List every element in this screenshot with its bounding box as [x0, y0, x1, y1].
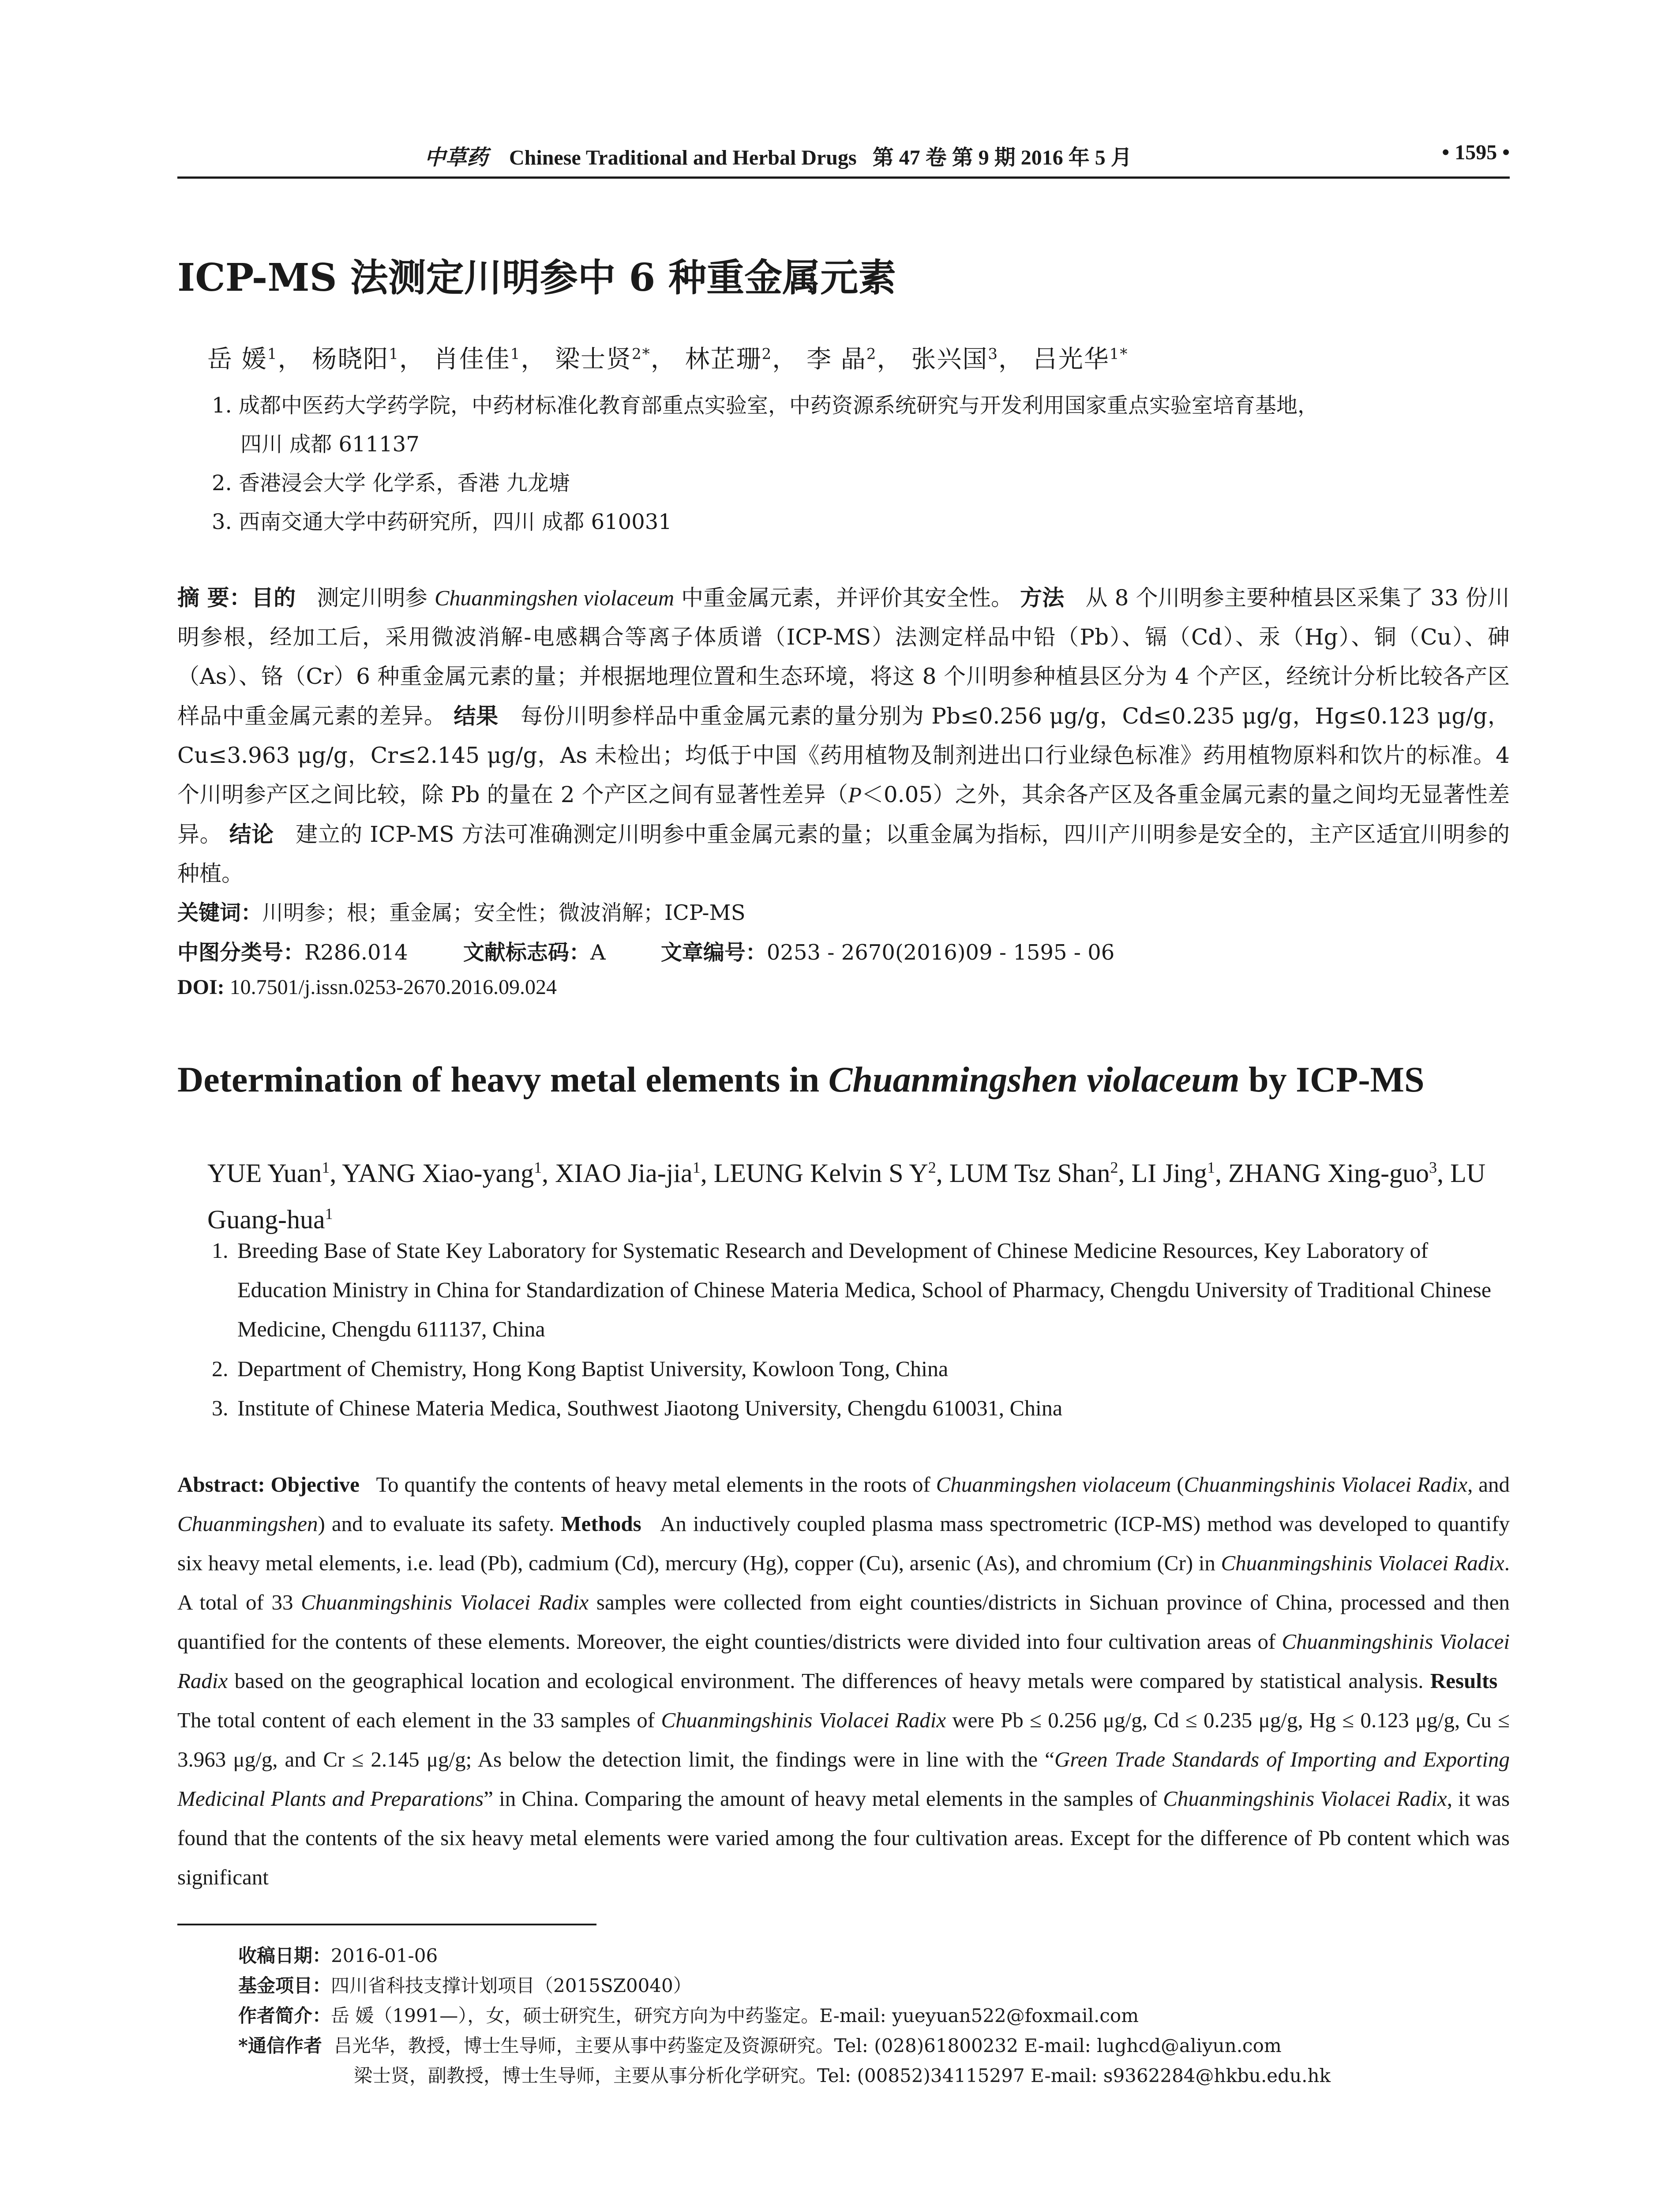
affiliation-en: 1. Breeding Base of State Key Laboratory for Systematic Research and Development of Chinese Medicine Resources, Key Laboratory of Education Ministry in China for Standardization of Chinese Materia Medica, School of Pharmacy, Chengdu University of Traditional Chinese Medicine, Chengdu 611137, China	[212, 1238, 1492, 1341]
footnote-fund: 基金项目：四川省科技支撑计划项目（2015SZ0040）	[238, 1975, 692, 1996]
abstract-label: 摘 要：	[177, 585, 251, 611]
classification-line: 中图分类号：R286.014 文献标志码：A 文章编号：0253 - 2670(2016)09 - 1595 - 06	[177, 940, 1115, 965]
author-en: LU Guang-hua$^1$	[207, 1159, 1486, 1234]
abstract-text: ＜0.05）之外，其余各产区及各重金属元素的量之间均无显著性差异。	[177, 782, 1510, 847]
methods-label: 方法	[1020, 585, 1065, 611]
header-rule	[177, 176, 1510, 179]
authors-en: YUE Yuan$^1$, YANG Xiao-yang$^1$, XIAO Jia-jia$^1$, LEUNG Kelvin S $Y^2$, LUM Tsz Shan$^2$, LI Jing$^1$, ZHANG Xing-guo$^3$, LU Guang-hua$^1$	[207, 1159, 1486, 1234]
p-symbol: P	[848, 782, 862, 807]
running-header	[177, 140, 1510, 171]
footnote-corresponding-2: 梁士贤，副教授，博士生导师，主要从事分析化学研究。Tel: (00852)34115297 E-mail: s9362284@hkbu.edu.hk	[354, 2065, 1331, 2086]
author-cn: 吕光华$^{1*}$	[1032, 345, 1129, 374]
author-cn: 杨晓阳$^1$	[312, 345, 399, 374]
doi-line: DOI: 10.7501/j.issn.0253-2670.2016.09.024	[177, 975, 557, 999]
author-cn: 张兴国$^3$	[911, 345, 998, 374]
keywords-cn: 关键词：川明参；根；重金属；安全性；微波消解；ICP-MS	[177, 900, 746, 925]
affiliation-cn: 四川 成都 611137	[240, 432, 420, 457]
abstract-en: Abstract: Objective To quantify the contents of heavy metal elements in the roots of Chuanmingshen violaceum (Chuanmingshinis Violacei Radix, and Chuanmingshen) and to evaluate its safety. Methods An inductively coupled plasma mass spectrometric (ICP-MS) method was developed to quantify six heavy metal elements, i.e. lead (Pb), cadmium (Cd), mercury (Hg), copper (Cu), arsenic (As), and chromium (Cr) in Chuanmingshinis Violacei Radix. A total of 33 Chuanmingshinis Violacei Radix samples were collected from eight counties/districts in Sichuan province of China, processed and then quantified for the contents of these elements. Moreover, the eight counties/districts were divided into four cultivation areas of Chuanmingshinis Violacei Radix based on the geographical location and ecological environment. The differences of heavy metals were compared by statistical analysis. Results The total content of each element in the 33 samples of Chuanmingshinis Violacei Radix were Pb ≤ 0.256 μg/g, Cd ≤ 0.235 μg/g, Hg ≤ 0.123 μg/g, Cu ≤ 3.963 μg/g, and Cr ≤ 2.145 μg/g; As below the detection limit, the findings were in line with the “Green Trade Standards of Importing and Exporting Medicinal Plants and Preparations” in China. Comparing the amount of heavy metal elements in the samples of Chuanmingshinis Violacei Radix, it was found that the contents of the six heavy metal elements were varied among the four cultivation areas. Except for the difference of Pb content which was significant	[177, 1472, 1510, 1889]
journal-name-en: Chinese Traditional and Herbal Drugs	[509, 146, 857, 169]
footnote-rule	[177, 1924, 596, 1925]
results-label: 结果	[454, 703, 499, 729]
abstract-text: 从 8 个川明参主要种植县区采集了 33 份川明参根，经加工后，采用微波消解-电感耦合等离子体质谱（ICP-MS）法测定样品中铅（Pb）、镉（Cd）、汞（Hg）、铜（Cu）、砷（As）、铬（Cr）6 种重金属元素的量；并根据地理位置和生态环境，将这 8 个川明参种植县区分为 4 个产区，经统计分析比较各产区样品中重金属元素的差异。	[177, 585, 1510, 729]
author-cn: 梁士贤$^{2*}$	[555, 345, 651, 374]
footnote-corresponding: *通信作者 吕光华，教授，博士生导师，主要从事中药鉴定及资源研究。Tel: (028)61800232 E-mail: lughcd@aliyun.com	[238, 2035, 1282, 2056]
latin-name: Chuanmingshen violaceum	[434, 585, 675, 610]
affiliation-cn: 1. 成都中医药大学药学院，中药材标准化教育部重点实验室，中药资源系统研究与开发利用国家重点实验室培育基地，	[212, 393, 1319, 418]
author-en: LEUNG Kelvin S $Y^2$	[713, 1159, 936, 1188]
author-en: LI Jing$^1$	[1131, 1159, 1215, 1188]
author-cn: 岳 媛$^1$	[207, 345, 278, 374]
abstract-text: 每份川明参样品中重金属元素的量分别为 Pb≤0.256 μg/g，Cd≤0.235 μg/g，Hg≤0.123 μg/g，Cu≤3.963 μg/g，Cr≤2.145 μg/g，As 未检出；均低于中国《药用植物及制剂进出口行业绿色标准》药用植物原料和饮片的标准。4 个川明参产区之间比较，除 Pb 的量在 2 个产区之间有显著性差异（	[177, 703, 1510, 807]
affiliation-en: 3. Institute of Chinese Materia Medica, Southwest Jiaotong University, Chengdu 610031, China	[212, 1396, 1063, 1420]
footnote-bio: 作者简介：岳 媛（1991—），女，硕士研究生，研究方向为中药鉴定。E-mail: yueyuan522@foxmail.com	[238, 2005, 1139, 2026]
author-en: YANG Xiao-yang$^1$	[342, 1159, 542, 1188]
abstract-text: 中重金属元素，并评价其安全性。	[681, 585, 1013, 611]
objective-label: 目的	[251, 585, 296, 611]
conclusion-label: 结论	[229, 821, 274, 847]
page-number: • 1595 •	[1442, 141, 1510, 164]
affiliation-en: 2. Department of Chemistry, Hong Kong Baptist University, Kowloon Tong, China	[212, 1356, 949, 1381]
author-cn: 肖佳佳$^1$	[433, 345, 521, 374]
abstract-text: 测定川明参	[317, 585, 428, 611]
abstract-text: 建立的 ICP-MS 方法可准确测定川明参中重金属元素的量；以重金属为指标，四川产川明参是安全的，主产区适宜川明参的种植。	[177, 822, 1510, 886]
author-en: XIAO Jia-jia$^1$	[555, 1159, 701, 1188]
author-en: YUE Yuan$^1$	[207, 1159, 330, 1188]
title-en: Determination of heavy metal elements in Chuanmingshen violaceum by ICP-MS	[177, 1059, 1425, 1099]
journal-line	[424, 140, 1132, 171]
journal-name-cn: 中草药	[424, 146, 488, 169]
affiliation-cn: 2. 香港浸会大学 化学系，香港 九龙塘	[212, 471, 570, 495]
title-cn: ICP-MS 法测定川明参中 6 种重金属元素	[177, 255, 896, 300]
author-en: ZHANG Xing-guo$^3$	[1228, 1159, 1437, 1188]
results-label: Results	[1430, 1669, 1498, 1693]
author-cn: 林芷珊$^2$	[685, 345, 772, 374]
abstract-label: Abstract: Objective	[177, 1472, 360, 1497]
authors-cn: 岳 媛$^1$， 杨晓阳$^1$， 肖佳佳$^1$， 梁士贤$^{2*}$， 林芷珊$^2$， 李 晶$^2$， 张兴国$^3$， 吕光华$^{1*}$	[207, 345, 1129, 374]
affiliation-cn: 3. 西南交通大学中药研究所，四川 成都 610031	[212, 510, 672, 534]
journal-issue: 第 47 卷 第 9 期 2016 年 5 月	[872, 146, 1132, 169]
author-cn: 李 晶$^2$	[806, 345, 877, 374]
footnote-received: 收稿日期：2016-01-06	[238, 1945, 438, 1966]
methods-label: Methods	[561, 1512, 641, 1536]
abstract-cn	[177, 578, 1510, 893]
author-en: LUM Tsz Shan$^2$	[949, 1159, 1118, 1188]
doi-link: 10.7501/j.issn.0253-2670.2016.09.024	[229, 975, 557, 999]
